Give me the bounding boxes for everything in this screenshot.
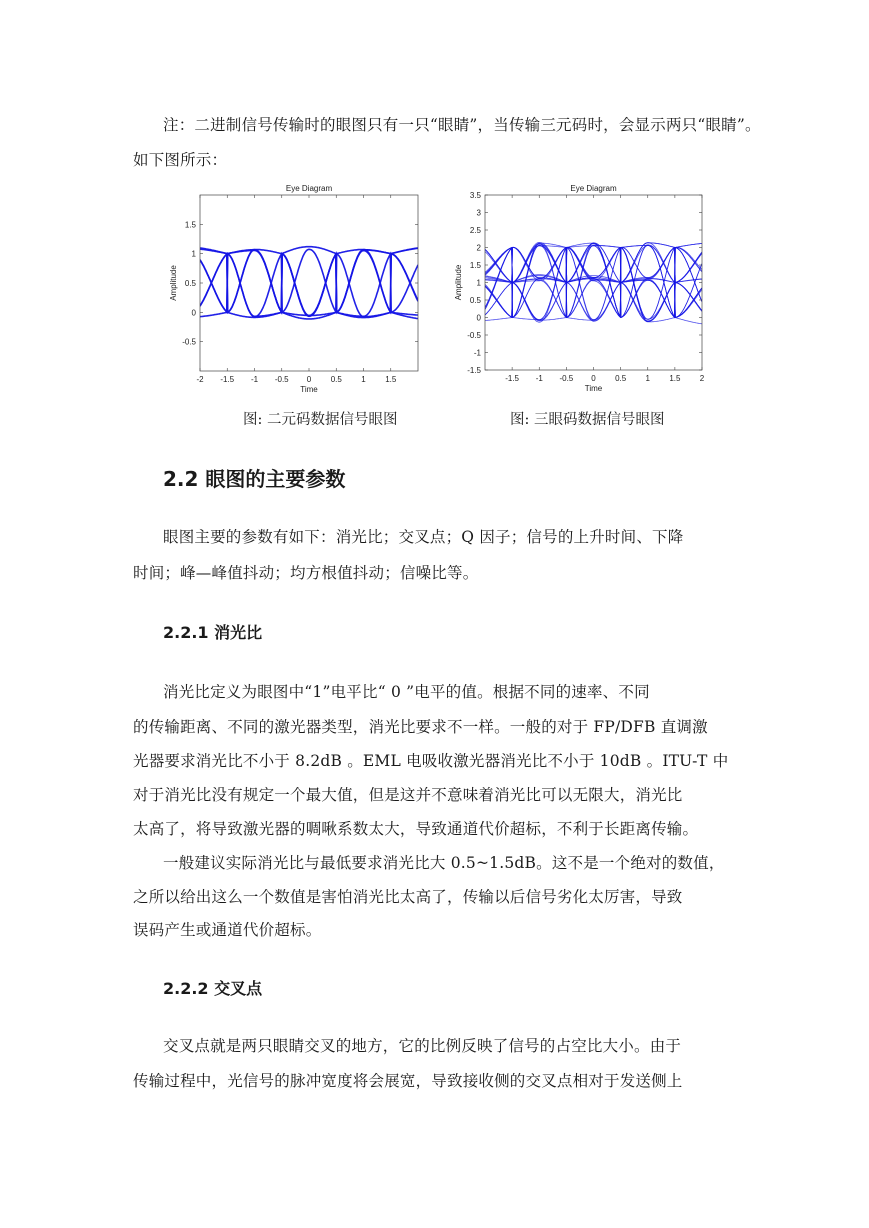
y-tick-label: 3.5 [469, 191, 481, 200]
eye-traces [485, 242, 702, 324]
intro-line-1: 注：二进制信号传输时的眼图只有一只“眼睛”，当传输三元码时，会显示两只“眼睛”。 [163, 116, 761, 134]
x-tick-label: -1 [535, 374, 543, 383]
paragraph-line: 误码产生或通道代价超标。 [133, 921, 322, 939]
eye-trace [485, 279, 702, 317]
x-tick-label: 1 [361, 375, 366, 384]
x-axis-label: Time [584, 384, 603, 393]
y-tick-label: 1.5 [469, 261, 481, 270]
paragraph-line: 之所以给出这么一个数值是害怕消光比太高了，传输以后信号劣化太厉害，导致 [133, 888, 683, 906]
paragraph-line: 一般建议实际消光比与最低要求消光比大 0.5~1.5dB。这不是一个绝对的数值， [163, 854, 725, 872]
x-tick-label: -0.5 [559, 374, 574, 383]
x-tick-label: -0.5 [274, 375, 289, 384]
x-tick-label: 1 [645, 374, 650, 383]
paragraph-line: 的传输距离、不同的激光器类型，消光比要求不一样。一般的对于 FP/DFB 直调激 [133, 718, 708, 736]
section-2-2-para-line-1: 眼图主要的参数有如下：消光比；交叉点；Q 因子；信号的上升时间、下降 [163, 528, 684, 546]
x-tick-label: 2 [699, 374, 705, 383]
paragraph-line: 光器要求消光比不小于 8.2dB 。EML 电吸收激光器消光比不小于 10dB 。ITU-T 中 [133, 752, 729, 770]
eye-trace [485, 243, 702, 324]
y-tick-label: 1 [476, 278, 481, 288]
eye-traces [200, 247, 418, 319]
y-axis-label: Amplitude [454, 264, 463, 301]
plot-frame [200, 195, 418, 371]
intro-line-2: 如下图所示： [133, 151, 228, 169]
eye-trace [485, 243, 702, 283]
eye-trace [200, 254, 418, 319]
eye-trace [485, 279, 702, 321]
paragraph-line: 消光比定义为眼图中“1”电平比“ 0 ”电平的值。根据不同的速率、不同 [163, 683, 650, 701]
paragraph-line: 传输过程中，光信号的脉冲宽度将会展宽，导致接收侧的交叉点相对于发送侧上 [133, 1072, 683, 1090]
eye-diagram-ternary [445, 175, 710, 398]
eye-trace [200, 249, 418, 318]
y-tick-label: 1 [191, 249, 196, 259]
y-tick-label: 2.5 [469, 226, 481, 235]
chart-title: Eye Diagram [570, 184, 617, 193]
x-tick-label: -2 [196, 375, 204, 384]
eye-trace [200, 247, 418, 313]
y-tick-label: -0.5 [182, 337, 196, 347]
eye-trace [485, 246, 702, 319]
y-tick-label: -1.5 [467, 366, 481, 375]
y-tick-label: 2 [476, 243, 481, 253]
y-tick-label: 0.5 [469, 296, 481, 305]
x-tick-label: 0.5 [615, 374, 627, 383]
x-tick-label: -1.5 [220, 375, 235, 384]
x-tick-label: 0 [591, 374, 596, 383]
x-tick-label: -1 [250, 375, 259, 384]
x-axis-label: Time [300, 385, 318, 394]
y-axis-label: Amplitude [169, 265, 178, 301]
figure-caption-ternary: 图: 三眼码数据信号眼图 [510, 412, 665, 428]
section-heading-2-2-2: 2.2.2 交叉点 [163, 979, 263, 998]
x-tick-label: 1.5 [385, 375, 397, 384]
section-heading-2-2-1: 2.2.1 消光比 [163, 623, 263, 642]
y-tick-label: 0.5 [184, 279, 196, 288]
y-tick-label: 0 [476, 313, 481, 323]
y-tick-label: -0.5 [467, 331, 481, 340]
figure-caption-binary: 图: 二元码数据信号眼图 [243, 412, 398, 428]
chart-title: Eye Diagram [285, 184, 333, 193]
x-tick-label: -1.5 [505, 374, 520, 383]
y-tick-label: 1.5 [184, 220, 196, 230]
section-heading-2-2: 2.2 眼图的主要参数 [163, 467, 346, 491]
eye-trace [485, 243, 702, 283]
x-tick-label: 1.5 [669, 374, 681, 383]
paragraph-line: 交叉点就是两只眼睛交叉的地方，它的比例反映了信号的占空比大小。由于 [163, 1037, 682, 1055]
eye-trace [485, 243, 702, 283]
y-tick-label: -1 [473, 348, 481, 358]
paragraph-line: 对于消光比没有规定一个最大值，但是这并不意味着消光比可以无限大，消光比 [133, 786, 683, 804]
plot-frame [485, 195, 702, 370]
eye-trace [485, 246, 702, 319]
paragraph-line: 太高了，将导致激光器的啁啾系数太大，导致通道代价超标，不利于长距离传输。 [133, 820, 699, 838]
x-tick-label: 0.5 [330, 375, 342, 384]
section-2-2-para-line-2: 时间；峰—峰值抖动；均方根值抖动；信噪比等。 [133, 564, 479, 582]
y-tick-label: 0 [191, 308, 196, 318]
eye-trace [485, 246, 702, 320]
y-tick-label: 3 [476, 208, 481, 218]
x-tick-label: 0 [306, 375, 312, 384]
eye-diagram-binary [165, 180, 425, 398]
